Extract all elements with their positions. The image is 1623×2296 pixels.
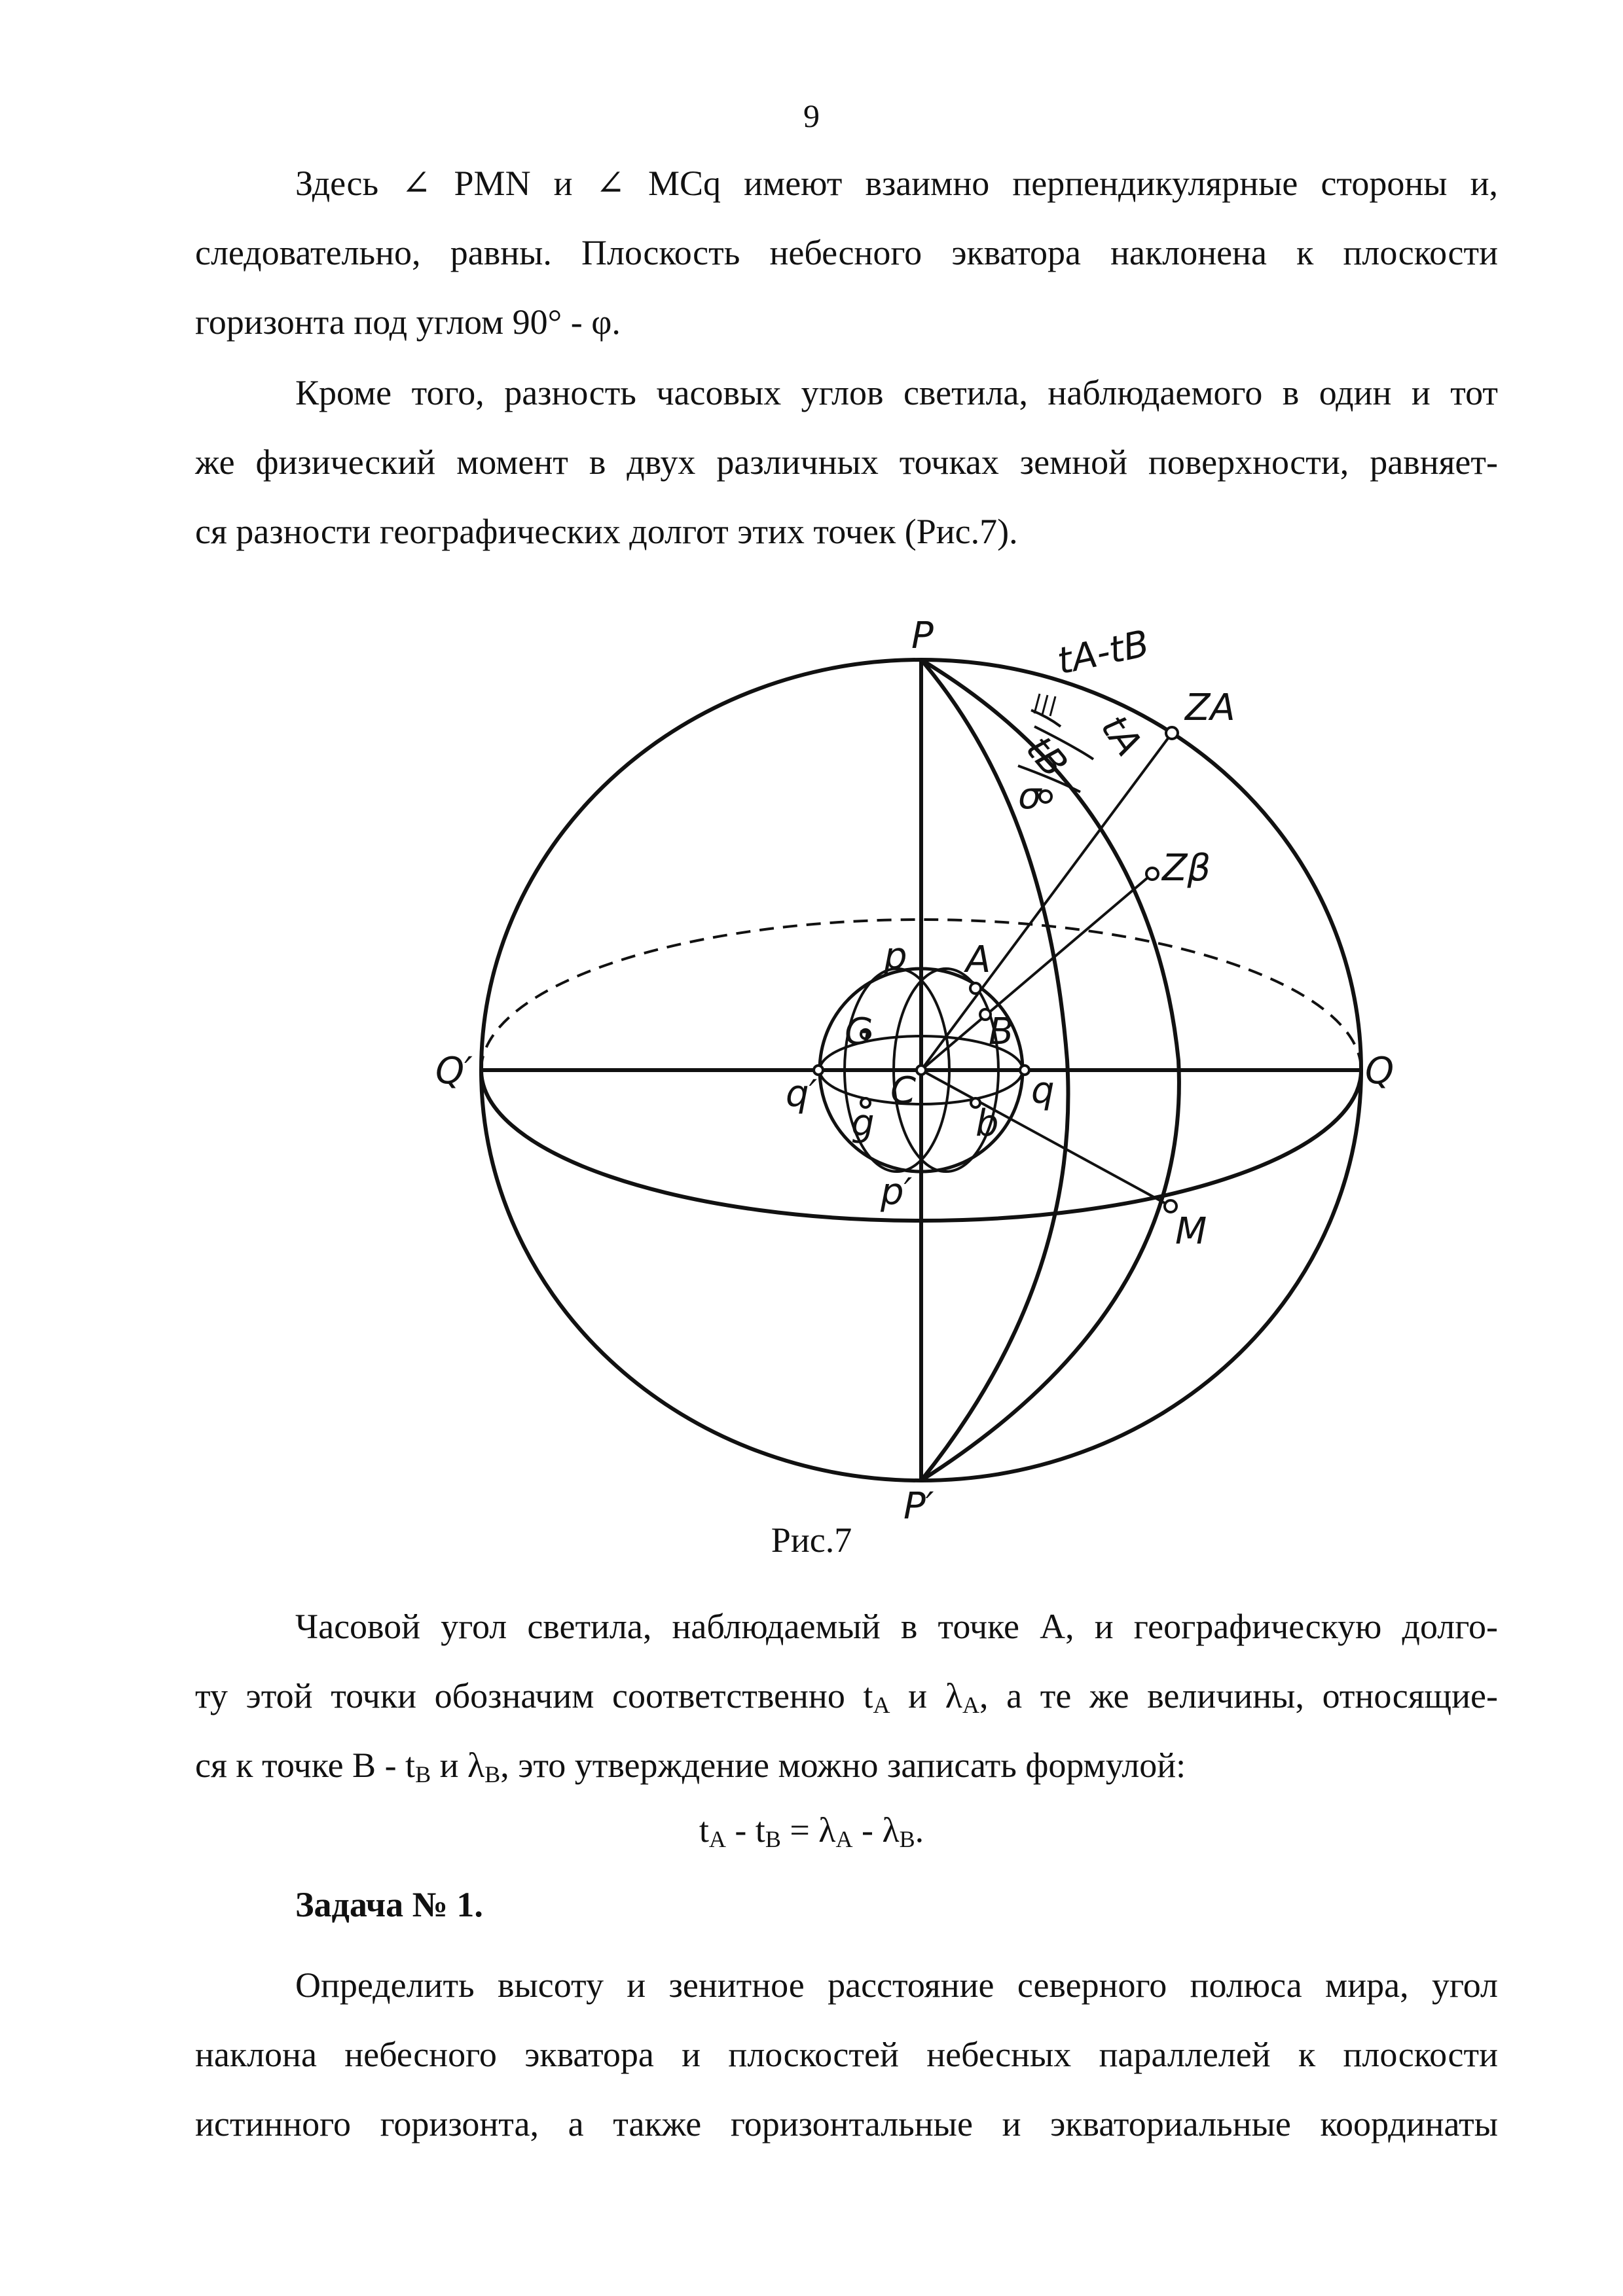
- paragraph-2-line-3: ся разности географических долгот этих точек (Рис.7).: [195, 512, 1018, 551]
- paragraph-2-line-1: Кроме того, разность часовых углов светила, наблюдаемого в один и тот: [295, 373, 1498, 412]
- label-tb: tB: [1017, 728, 1076, 786]
- tick-2: [1042, 695, 1048, 715]
- label-p-small: p: [884, 935, 907, 978]
- label-g-small: g: [851, 1102, 875, 1145]
- ray-to-zb: [921, 874, 1152, 1070]
- point-za: [1166, 727, 1178, 739]
- paragraph-3-line-1: Часовой угол светила, наблюдаемый в точке А, и географическую долго-: [295, 1607, 1498, 1646]
- figure-caption: Рис.7: [771, 1520, 852, 1560]
- point-sigma: [1040, 791, 1051, 802]
- point-q: [1020, 1066, 1029, 1075]
- label-za: ZA: [1185, 687, 1235, 729]
- paragraph-3-line-2: ту этой точки обозначим соответственно $t_A$ и $\lambda_A$, а те же величины, относящие-: [195, 1676, 1498, 1718]
- point-c: [917, 1066, 926, 1075]
- label-m: M: [1175, 1210, 1207, 1253]
- paragraph-4: [195, 1950, 1498, 2159]
- label-q-right: Q: [1365, 1050, 1395, 1092]
- paragraph-4-line-3: истинного горизонта, а также горизонтальные и экваториальные координаты: [195, 2104, 1498, 2144]
- paragraph-1-line-2: следовательно, равны. Плоскость небесного экватора наклонена к плоскости: [195, 233, 1498, 272]
- label-zb: Zβ: [1162, 847, 1211, 889]
- point-zb: [1146, 868, 1158, 880]
- label-p-top: P: [911, 615, 934, 657]
- label-p-small-bottom: p′: [881, 1171, 913, 1213]
- label-q-small: q: [1031, 1069, 1055, 1112]
- paragraph-2-line-2: же физический момент в двух различных точках земной поверхности, равняет-: [195, 442, 1498, 482]
- label-c: C: [890, 1069, 917, 1112]
- ray-to-za: [921, 733, 1172, 1070]
- label-sigma: σ: [1018, 775, 1042, 817]
- label-p-bottom: P′: [903, 1485, 934, 1528]
- tick-3: [1050, 696, 1055, 716]
- label-ta-tb: tA-tB: [1053, 622, 1153, 683]
- label-q-left: Q′: [435, 1050, 473, 1092]
- paragraph-4-line-1: Определить высоту и зенитное расстояние северного полюса мира, угол: [295, 1965, 1498, 2005]
- label-a: A: [966, 939, 991, 981]
- tick-1: [1034, 694, 1040, 713]
- page-number: 9: [803, 98, 820, 134]
- paragraph-1-line-1: Здесь ∠ PMN и ∠ MCq имеют взаимно перпендикулярные стороны и,: [295, 164, 1498, 203]
- task-title: Задача № 1.: [295, 1885, 483, 1924]
- formula: $t_A - t_B = \lambda_A - \lambda_B$.: [699, 1810, 924, 1852]
- paragraph-3: [195, 1592, 1498, 1800]
- label-g-upper: G: [845, 1011, 873, 1053]
- label-q-small-prime: q′: [786, 1073, 818, 1115]
- label-ta: tA: [1092, 707, 1150, 764]
- label-b-small: b: [976, 1102, 999, 1145]
- paragraph-4-line-2: наклона небесного экватора и плоскостей небесных параллелей к плоскости: [195, 2035, 1498, 2074]
- point-a: [970, 983, 981, 994]
- label-b-upper: B: [989, 1011, 1014, 1053]
- paragraph-1-line-3: горизонта под углом 90° - φ.: [195, 302, 621, 342]
- paragraph-3-line-3: ся к точке В - $t_B$ и $\lambda_B$, это утверждение можно записать формулой:: [195, 1746, 1186, 1787]
